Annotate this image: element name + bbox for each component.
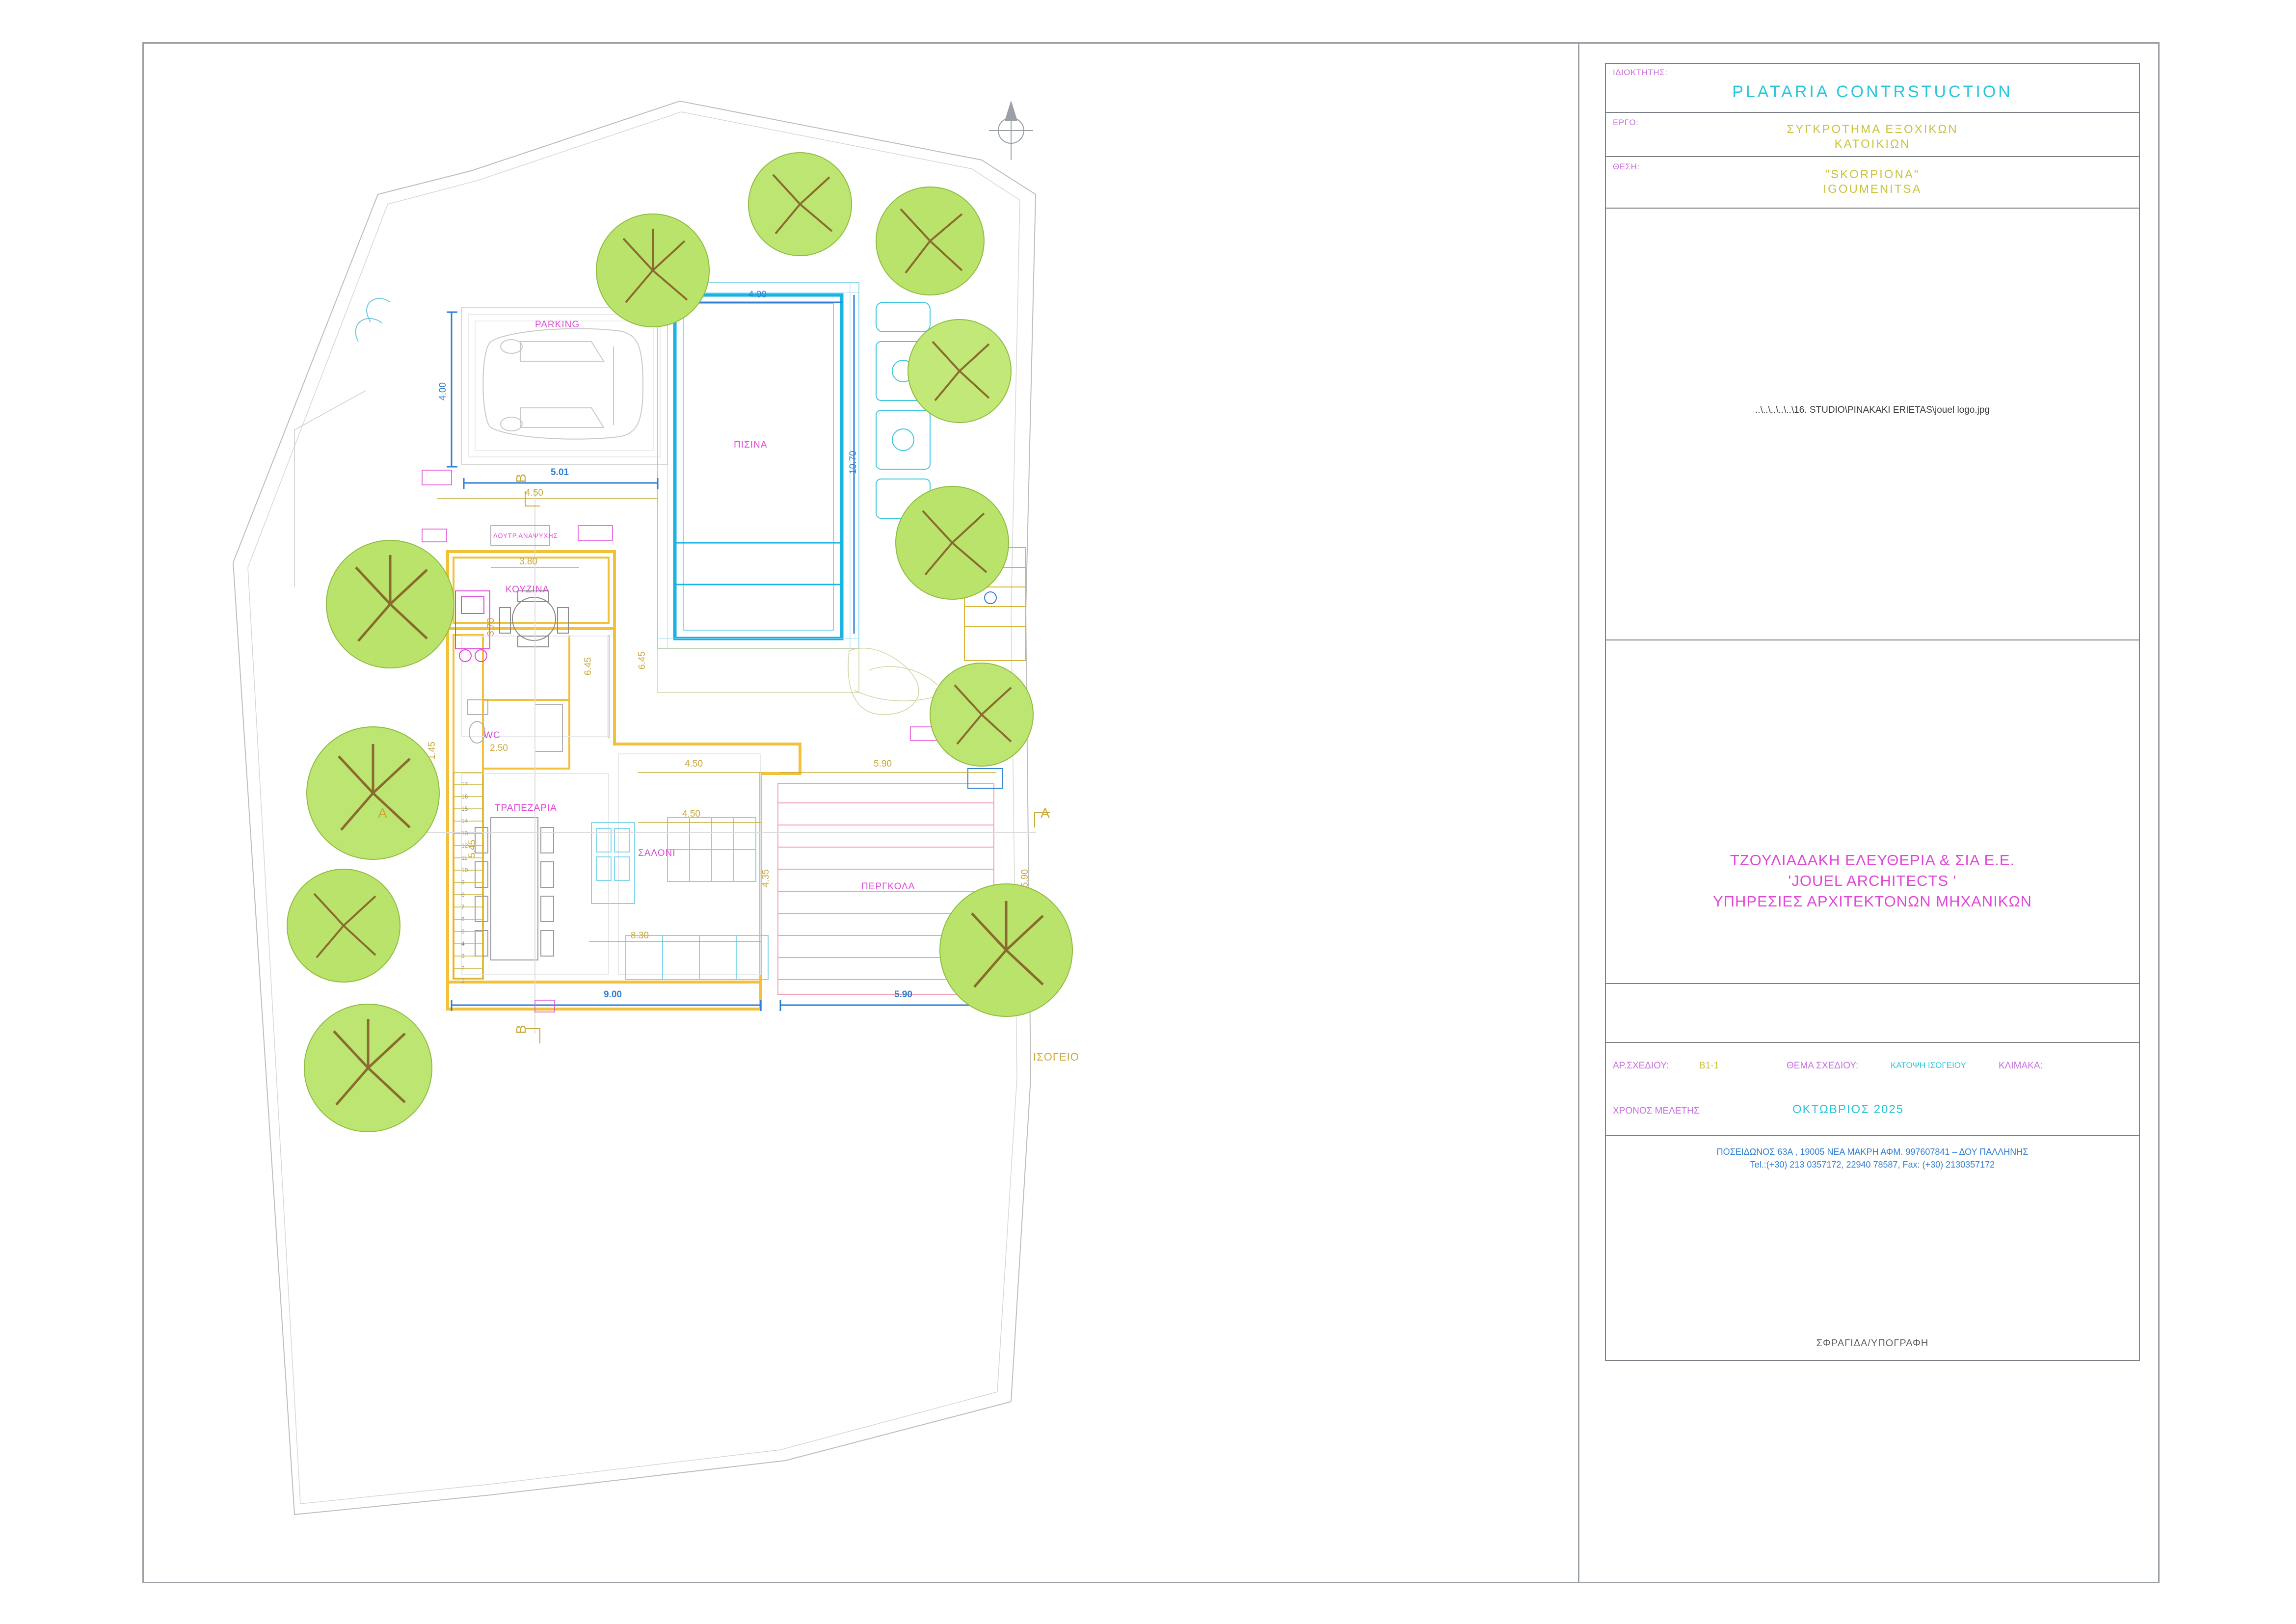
- room-label-parking: PARKING: [535, 319, 580, 330]
- firm-name-line2: 'JOUEL ARCHITECTS ': [1788, 872, 1957, 889]
- stair-riser-number: 10: [461, 867, 468, 874]
- dimension-2-50: 2.50: [490, 743, 508, 753]
- dimension-pool-length: 10.70: [848, 451, 858, 474]
- dimension-9-00: 9.00: [604, 989, 622, 1000]
- stair-riser-number: 14: [461, 818, 468, 825]
- section-mark-a-left: A: [378, 805, 388, 821]
- section-mark-a-right: A: [1041, 805, 1050, 821]
- floor-plan-drawing: [147, 47, 1571, 1578]
- dimension-parking-width: 5.01: [551, 467, 569, 478]
- stair-riser-number: 5: [461, 928, 465, 935]
- dimension-4-50-c: 4.50: [682, 809, 700, 819]
- dimension-4-35: 4.35: [761, 869, 771, 887]
- room-label-utility: ΛΟΥΤΡ.ΑΝΑΨΥΧΗΣ: [493, 532, 558, 539]
- project-value-line2: ΚΑΤΟΙΚΙΩΝ: [1834, 137, 1911, 151]
- logo-row: [1605, 208, 2140, 639]
- plan-svg: [147, 47, 1571, 1578]
- room-label-pool: ΠΙΣΙΝΑ: [734, 440, 768, 450]
- firm-name-line3: ΥΠΗΡΕΣΙΕΣ ΑΡΧΙΤΕΚΤΟΝΩΝ ΜΗΧΑΝΙΚΩΝ: [1712, 893, 2032, 910]
- logo-placeholder-path: ..\..\..\..\..\16. STUDIO\PINAKAKI ERIETAS\jouel logo.jpg: [1755, 405, 1990, 415]
- stair-riser-number: 17: [461, 781, 468, 788]
- dimension-3-80: 3.80: [519, 557, 537, 567]
- dimension-5-90-a: 5.90: [874, 759, 892, 769]
- stair-riser-number: 6: [461, 916, 465, 923]
- plan-title-label: ΙΣΟΓΕΙΟ: [1033, 1051, 1079, 1063]
- dimension-3-70: 3.70: [486, 618, 496, 636]
- section-mark-b-top: B: [513, 473, 529, 483]
- date-value: ΟΚΤΩΒΡΙΟΣ 2025: [1792, 1103, 1904, 1116]
- scale-label: ΚΛΙΜΑΚΑ:: [1999, 1061, 2043, 1071]
- firm-row: [1605, 639, 2140, 983]
- dimension-5-45: 5.45: [467, 840, 478, 858]
- drawing-theme-value: ΚΑΤΟΨΗ ΙΣΟΓΕΙΟΥ: [1891, 1061, 1966, 1070]
- room-label-dining: ΤΡΑΠΕΖΑΡΙΑ: [495, 803, 557, 813]
- dimension-5-90-c: 5.90: [894, 989, 912, 1000]
- dimension-parking-depth: 4.00: [438, 382, 448, 400]
- address-row: [1605, 1135, 2140, 1361]
- dimension-6-45-a: 6.45: [583, 657, 593, 675]
- room-label-kitchen: ΚΟΥΖΙΝΑ: [506, 585, 550, 595]
- stair-riser-number: 1: [461, 977, 465, 984]
- location-row: [1605, 156, 2140, 208]
- dimension-5-90-b: 5.90: [1020, 869, 1030, 887]
- stair-riser-number: 8: [461, 891, 465, 898]
- drawing-no-value: B1-1: [1699, 1061, 1719, 1071]
- stair-riser-number: 15: [461, 805, 468, 812]
- date-label: ΧΡΟΝΟΣ ΜΕΛΕΤΗΣ: [1613, 1106, 1700, 1116]
- dimension-1-45: 1.45: [427, 742, 437, 760]
- sheet-vertical-divider: [1578, 42, 1579, 1583]
- location-label: ΘΕΣΗ:: [1613, 162, 1640, 171]
- room-label-living: ΣΑΛΟΝΙ: [638, 848, 676, 858]
- address-line2: Tel.:(+30) 213 0357172, 22940 78587, Fax: (+30) 2130357172: [1750, 1160, 1995, 1170]
- drawing-theme-label: ΘΕΜΑ ΣΧΕΔΙΟΥ:: [1787, 1061, 1859, 1071]
- stair-riser-number: 9: [461, 879, 465, 886]
- location-value-line1: "SKORPIONA": [1825, 168, 1920, 181]
- owner-row: [1605, 63, 2140, 112]
- room-label-wc: WC: [484, 730, 501, 741]
- stair-riser-number: 16: [461, 793, 468, 800]
- drawing-info-row: [1605, 1042, 2140, 1135]
- stair-riser-number: 4: [461, 940, 465, 947]
- address-line1: ΠΟΣΕΙΔΩΝΟΣ 63Α , 19005 ΝΕΑ ΜΑΚΡΗ ΑΦΜ. 997607841 – ΔΟΥ ΠΑΛΛΗΝΗΣ: [1716, 1147, 2029, 1157]
- owner-value: PLATARIA CONTRSTUCTION: [1732, 82, 2013, 101]
- dimension-6-45-b: 6.45: [637, 651, 647, 669]
- stair-riser-number: 3: [461, 953, 465, 959]
- room-label-pergola: ΠΕΡΓΚΟΛΑ: [861, 881, 915, 892]
- dimension-4-50-a: 4.50: [525, 488, 543, 498]
- stair-riser-number: 13: [461, 830, 468, 837]
- stair-riser-number: 11: [461, 854, 468, 861]
- drawing-no-label: ΑΡ.ΣΧΕΔΙΟΥ:: [1613, 1061, 1669, 1071]
- firm-name-line1: ΤΖΟΥΛΙΑΔΑΚΗ ΕΛΕΥΘΕΡΙΑ & ΣΙΑ Ε.Ε.: [1730, 852, 2015, 869]
- project-label: ΕΡΓΟ:: [1613, 118, 1639, 127]
- owner-label: ΙΔΙΟΚΤΗΤΗΣ:: [1613, 68, 1668, 77]
- stair-riser-number: 7: [461, 904, 465, 910]
- stair-riser-number: 12: [461, 842, 468, 849]
- dimension-4-50-b: 4.50: [685, 759, 703, 769]
- stamp-signature-label: ΣΦΡΑΓΙΔΑ/ΥΠΟΓΡΑΦΗ: [1816, 1338, 1929, 1349]
- project-row: [1605, 112, 2140, 156]
- title-block: [1605, 63, 2140, 1361]
- dimension-pool-width: 4.00: [748, 290, 767, 300]
- project-value-line1: ΣΥΓΚΡΟΤΗΜΑ ΕΞΟΧΙΚΩΝ: [1787, 123, 1958, 136]
- stair-riser-number: 2: [461, 965, 465, 972]
- section-mark-b-bottom: B: [513, 1024, 529, 1034]
- dimension-8-30: 8.30: [631, 931, 649, 941]
- location-value-line2: IGOUMENITSA: [1823, 183, 1922, 196]
- blank-row: [1605, 983, 2140, 1042]
- stair-riser-numbers: [461, 778, 468, 987]
